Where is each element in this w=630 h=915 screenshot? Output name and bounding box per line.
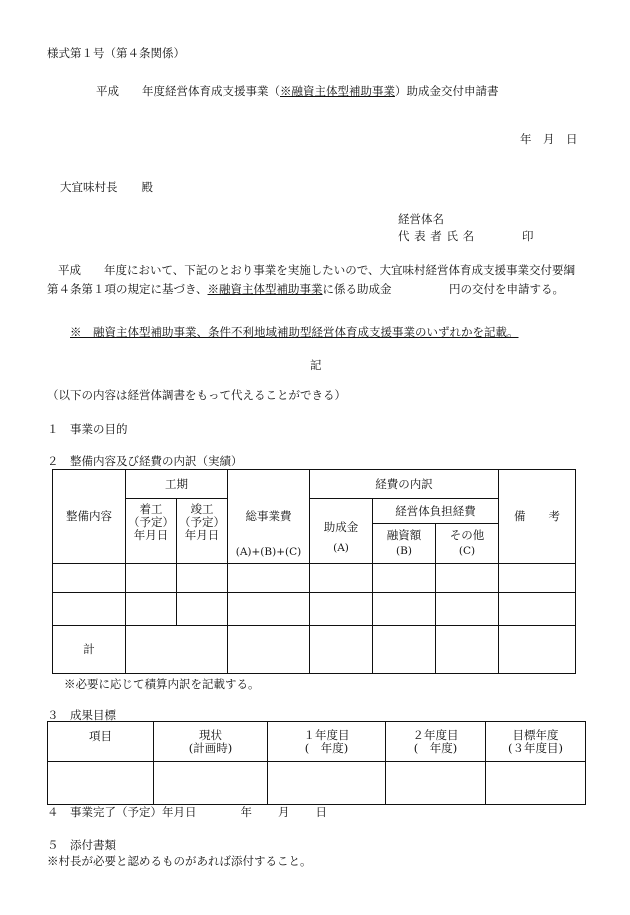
header-remarks: 備 考 [499, 470, 576, 564]
para-part3: に係る助成金 円の交付を申請する。 [322, 282, 565, 296]
addressee-name: 大宜味村長 [60, 180, 118, 194]
cell-end[interactable] [177, 593, 228, 626]
goal-header-current-sub: (計画時) [188, 740, 233, 755]
goal-header-y1 [268, 722, 386, 762]
table-row [48, 762, 586, 805]
cell-subsidy[interactable] [310, 593, 373, 626]
header-other [436, 524, 499, 564]
cell-loan[interactable] [373, 593, 436, 626]
total-subsidy[interactable] [310, 626, 373, 674]
header-total-label: 総事業費 [245, 509, 292, 523]
addressee [60, 182, 153, 194]
goal-header-y2 [386, 722, 486, 762]
header-period: 工期 [126, 470, 228, 499]
cell-remarks[interactable] [499, 593, 576, 626]
table1-footnote: ※必要に応じて積算内訳を記載する。 [64, 677, 260, 691]
goal-cell-item[interactable] [48, 762, 154, 805]
section-4 [47, 807, 327, 819]
cost-table [52, 469, 576, 674]
goal-cell-y1[interactable] [268, 762, 386, 805]
goal-header-y2-label: ２年度目 [412, 727, 459, 742]
goal-table [47, 721, 586, 805]
table-row [53, 593, 576, 626]
cell-loan[interactable] [373, 564, 436, 593]
header-other-c: (C) [458, 545, 476, 557]
form-number: 様式第１号（第４条関係） [47, 46, 185, 60]
cell-start[interactable] [126, 564, 177, 593]
section-5-note: ※村長が必要と認めるものがあれば添付すること。 [47, 854, 312, 868]
header-end-plan: （予定） [179, 515, 225, 529]
cell-total[interactable] [228, 593, 310, 626]
substitute-note: （以下の内容は経営体調書をもって代えることができる） [47, 388, 346, 402]
header-loan [373, 524, 436, 564]
date-line: 年 月 日 [520, 132, 578, 146]
total-other[interactable] [436, 626, 499, 674]
total-total[interactable] [228, 626, 310, 674]
table-row [53, 564, 576, 593]
section-2: ２ 整備内容及び経費の内訳（実績） [47, 454, 243, 468]
header-subsidy-a: (A) [333, 542, 349, 554]
section-4-year: 年 [240, 805, 252, 819]
header-start-label: 着工 [139, 502, 163, 516]
section-4-day: 日 [315, 805, 327, 819]
goal-header-target-label: 目標年度 [512, 727, 559, 742]
section-3: ３ 成果目標 [47, 708, 116, 722]
header-burden: 経営体負担経費 [373, 499, 499, 524]
rep-label: 代 表 者 氏 名 [398, 229, 475, 243]
header-total-formula: (A)+(B)+(C) [235, 546, 302, 558]
header-start [126, 499, 177, 564]
cell-end[interactable] [177, 564, 228, 593]
header-subsidy-label: 助成金 [323, 520, 359, 534]
title-suffix: ）助成金交付申請書 [395, 84, 499, 98]
header-start-ymd: 年月日 [133, 528, 169, 542]
header-start-plan: （予定） [128, 515, 174, 529]
cell-start[interactable] [126, 593, 177, 626]
total-label: 計 [53, 626, 126, 674]
para-part1: 平成 年度において、下記のとおり事業を実施したいので、大宜味村経営体育成支援事業交付要綱第４条第１項の規定に基づき、 [47, 263, 576, 296]
goal-header-current [154, 722, 268, 762]
section-5: ５ 添付書類 [47, 838, 116, 852]
cell-item[interactable] [53, 593, 126, 626]
addressee-honorific: 殿 [141, 180, 153, 194]
application-paragraph [47, 261, 584, 299]
title-underlined: ※融資主体型補助事業 [280, 84, 395, 98]
header-total [228, 470, 310, 564]
goal-cell-target[interactable] [486, 762, 586, 805]
header-subsidy [310, 499, 373, 564]
header-end-ymd: 年月日 [184, 528, 220, 542]
table-total-row [53, 626, 576, 674]
goal-header-current-label: 現状 [199, 727, 222, 742]
section-4-label: ４ 事業完了（予定）年月日 [47, 805, 197, 819]
header-end-label: 竣工 [190, 502, 214, 516]
goal-header-target [486, 722, 586, 762]
section-4-month: 月 [278, 805, 290, 819]
cell-other[interactable] [436, 593, 499, 626]
total-loan[interactable] [373, 626, 436, 674]
total-period[interactable] [126, 626, 228, 674]
header-cost-breakdown: 経費の内訳 [310, 470, 499, 499]
header-end [177, 499, 228, 564]
cell-remarks[interactable] [499, 564, 576, 593]
goal-cell-y2[interactable] [386, 762, 486, 805]
total-remarks[interactable] [499, 626, 576, 674]
para-underlined: ※融資主体型補助事業 [207, 282, 323, 296]
cell-item[interactable] [53, 564, 126, 593]
goal-header-y1-sub: ( 年度) [304, 740, 349, 755]
goal-header-y1-label: １年度目 [303, 727, 350, 742]
org-label: 経営体名 [398, 212, 444, 226]
title-prefix: 平成 年度経営体育成支援事業（ [96, 84, 280, 98]
goal-header-item: 項目 [48, 722, 154, 762]
goal-cell-current[interactable] [154, 762, 268, 805]
goal-header-target-sub: (３年度目) [508, 740, 563, 755]
header-loan-b: (B) [396, 545, 412, 557]
header-item: 整備内容 [53, 470, 126, 564]
document-title [96, 86, 499, 98]
cell-total[interactable] [228, 564, 310, 593]
cell-other[interactable] [436, 564, 499, 593]
cell-subsidy[interactable] [310, 564, 373, 593]
header-other-label: その他 [449, 528, 485, 542]
note-line: ※ 融資主体型補助事業、条件不利地域補助型経営体育成支援事業のいずれかを記載。 [70, 325, 519, 339]
seal-mark: 印 [522, 229, 534, 243]
goal-header-y2-sub: ( 年度) [413, 740, 458, 755]
ki-mark: 記 [310, 358, 322, 372]
section-1: １ 事業の目的 [47, 422, 128, 436]
header-loan-label: 融資額 [386, 528, 422, 542]
